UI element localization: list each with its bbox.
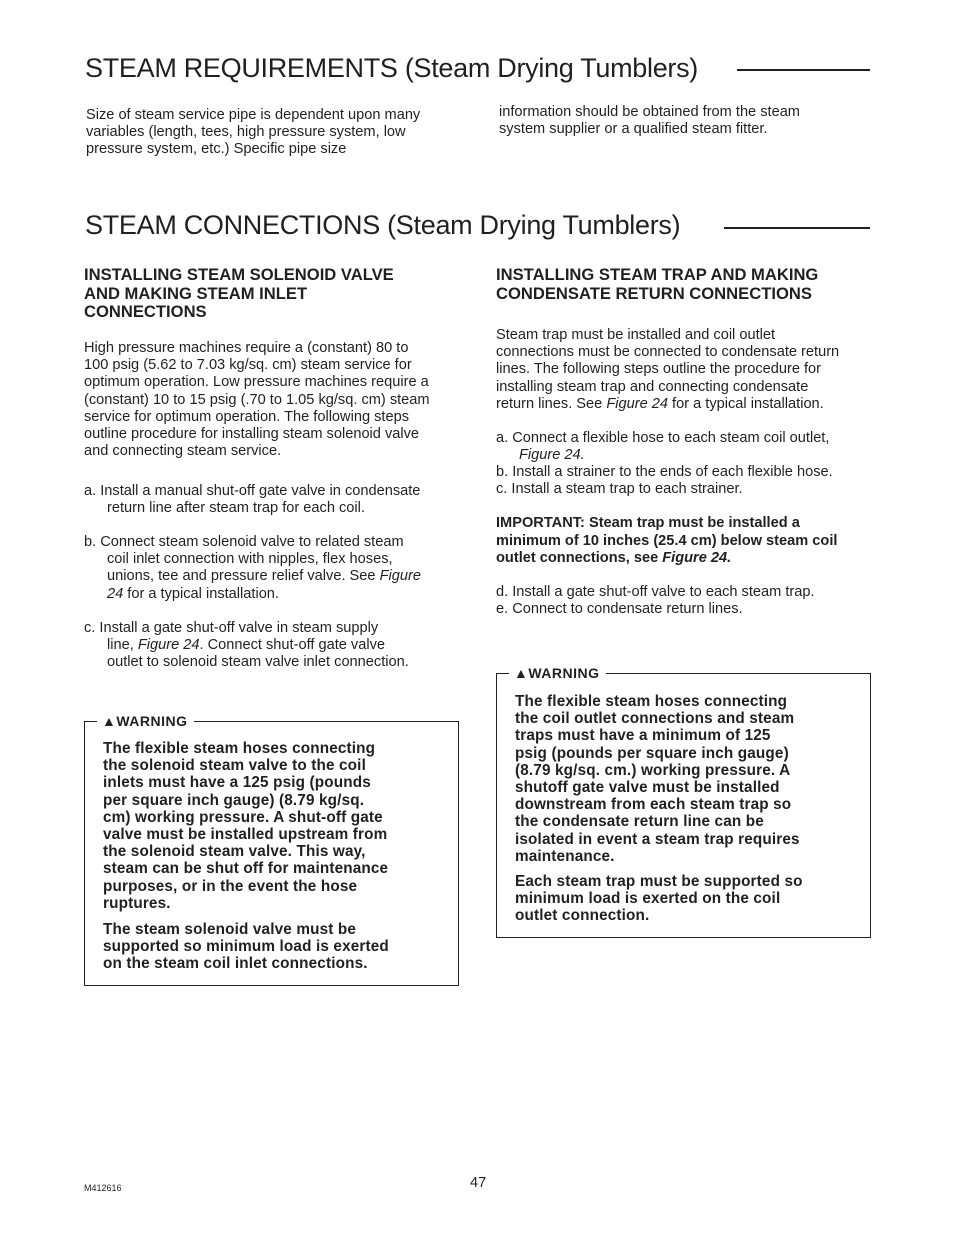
title-rule [724,227,870,229]
figure-reference: Figure 24. [519,447,585,464]
figure-reference: Figure 24. [662,550,732,566]
title-rule [737,69,870,71]
page-number: 47 [470,1175,487,1191]
section-title-steam-requirements: STEAM REQUIREMENTS (Steam Drying Tumblers) [85,53,699,83]
text-segment: d. Install a gate shut-off valve to each steam trap. [496,584,815,600]
warning-text: The steam solenoid valve must be supported so minimum load is exerted on the steam coil inlet connections. [103,921,389,973]
figure-reference: Figure 24 [107,568,421,602]
text-segment: for a typical installation. [667,395,824,412]
left-step-a [84,483,487,517]
text-segment: Steam trap must be installed and coil outlet connections must be connected to condensate return lines. The following steps outline the procedure for installing steam trap and connecting condensate return lines. See [496,327,840,412]
right-step-b [496,464,899,481]
right-step-e [496,601,899,618]
document-number: M412616 [84,1183,122,1193]
text-segment: b. Connect steam solenoid valve to related steam coil inlet connection with nipples, flex hoses, unions, tee and pressure relief valve. See [84,534,404,585]
text-segment: e. Connect to condensate return lines. [496,601,743,617]
section-title-steam-connections: STEAM CONNECTIONS (Steam Drying Tumblers) [85,210,681,240]
text-segment: a. Install a manual shut-off gate valve in condensate return line after steam trap for each coil. [84,483,421,517]
warning-label: ▲WARNING [509,665,606,681]
warning-box-left [84,713,459,986]
warning-text: Each steam trap must be supported so minimum load is exerted on the coil outlet connection. [515,873,803,925]
warning-triangle-icon: ▲ [102,713,117,729]
figure-reference: Figure 24 [606,395,668,412]
left-intro: High pressure machines require a (constant) 80 to 100 psig (5.62 to 7.03 kg/sq. cm) steam service for optimum operation. Low pressure machines require a (constant) 10 to 15 psig (.70 to 1.05 kg/sq. cm) steam service for optimum operation. The following steps outline procedure for installing steam solenoid valve and connecting steam service. [84,340,430,460]
right-intro [496,327,839,413]
right-step-a [496,430,899,464]
important-note [496,515,837,568]
warning-box-right [496,665,871,938]
requirements-text-right: information should be obtained from the steam system supplier or a qualified steam fitter. [499,104,800,138]
warning-label: ▲WARNING [97,713,194,729]
left-step-c [84,620,487,672]
text-segment: c. Install a steam trap to each strainer. [496,481,743,497]
warning-text: The flexible steam hoses connecting the solenoid steam valve to the coil inlets must have a 125 psig (pounds per square inch gauge) (8.79 kg/sq. cm) working pressure. A shut-off gate valve must be installed upstream from the solenoid steam valve. This way, steam can be shut off for maintenance purposes, or in the event the hose ruptures. [103,740,389,912]
figure-reference: Figure 24 [137,637,200,654]
warning-triangle-icon: ▲ [514,665,529,681]
text-segment: b. Install a strainer to the ends of each flexible hose. [496,464,833,480]
right-step-d [496,584,899,601]
left-heading: INSTALLING STEAM SOLENOID VALVE AND MAKING STEAM INLET CONNECTIONS [84,265,394,322]
text-segment: for a typical installation. [123,585,279,602]
right-heading: INSTALLING STEAM TRAP AND MAKING CONDENSATE RETURN CONNECTIONS [496,265,819,303]
left-step-b [84,534,487,603]
requirements-text-left: Size of steam service pipe is dependent upon many variables (length, tees, high pressure system, low pressure system, etc.) Specific pipe size [86,107,421,158]
text-segment: . Connect shut-off gate valve outlet to solenoid steam valve inlet connection. [107,637,409,671]
right-step-c [496,481,899,498]
warning-text: The flexible steam hoses connecting the coil outlet connections and steam traps must have a minimum of 125 psig (pounds per square inch gauge) (8.79 kg/sq. cm.) working pressure. A shutoff gate valve must be installed downstream from each steam trap so the condensate return line can be isolated in event a steam trap requires maintenance. [515,693,800,865]
text-segment: c. Install a gate shut-off valve in steam supply line, [84,620,379,654]
text-segment: a. Connect a flexible hose to each steam coil outlet, [496,430,830,446]
text-segment: IMPORTANT: Steam trap must be installed a minimum of 10 inches (25.4 cm) below steam coil outlet connections, see [496,515,838,566]
